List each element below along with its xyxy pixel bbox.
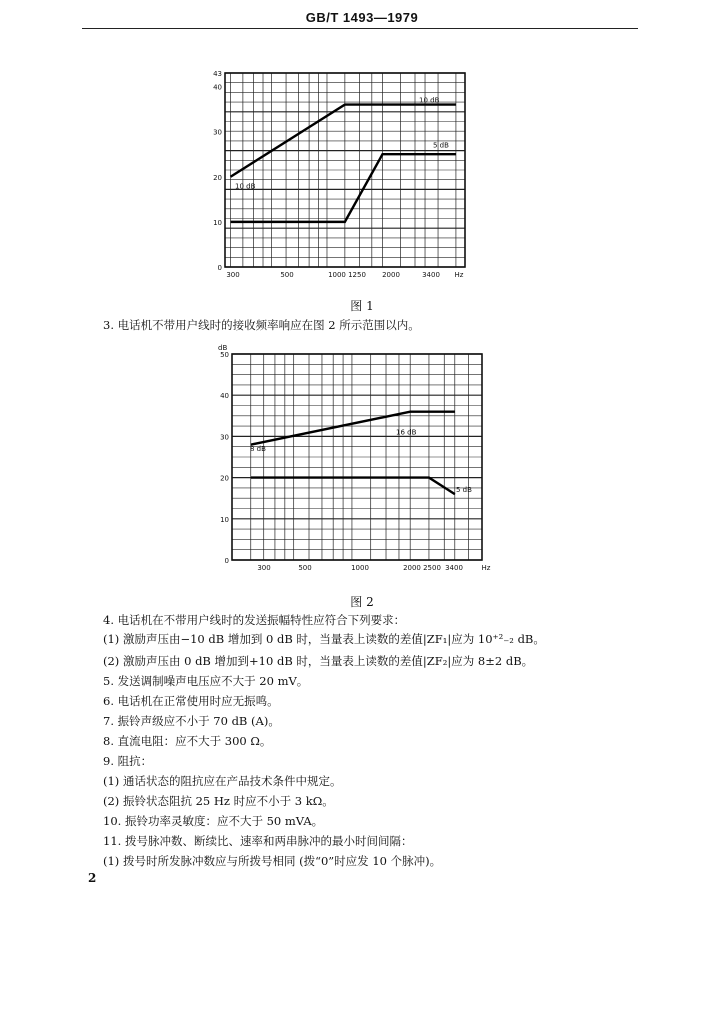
y-axis-label: dB <box>218 344 228 352</box>
y-tick-label: 20 <box>213 173 222 182</box>
y-tick-label: 20 <box>220 474 229 483</box>
x-tick-label: 500 <box>280 271 294 279</box>
body-line-4-1-text: (1) 激励声压由−10 dB 增加到 0 dB 时，当量表上读数的差值|ZF₁|应为 10⁺²₋₂ dB。 <box>103 632 545 646</box>
body-line-7: 7. 振铃声级应不小于 70 dB (A)。 <box>103 714 280 728</box>
y-tick-label: 10 <box>220 515 229 524</box>
body-line-11: 11. 拨号脉冲数、断续比、速率和两串脉冲的最小时间间隔： <box>103 834 413 848</box>
x-tick-label: 3400 <box>422 271 440 279</box>
x-tick-label: 1000 1250 <box>328 271 366 279</box>
x-tick-label: 3400 <box>445 564 463 572</box>
chart-annotation: 10 dB <box>419 96 440 105</box>
body-line-11-1: (1) 拨号时所发脉冲数应与所拨号相同 (拨“0”时应发 10 个脉冲)。 <box>103 854 442 868</box>
page-number: 2 <box>88 871 97 885</box>
series-lower-line <box>231 154 456 222</box>
chart-annotation: 8 dB <box>250 444 266 453</box>
body-line-9-2: (2) 振铃状态阻抗 25 Hz 时应不小于 3 kΩ。 <box>103 794 334 808</box>
series-lower-line <box>251 478 455 494</box>
chart-annotation: 5 dB <box>456 486 472 495</box>
body-line-5: 5. 发送调制噪声电压应不大于 20 mV。 <box>103 674 309 688</box>
y-tick-label: 30 <box>220 433 229 442</box>
body-line-4-2: (2) 激励声压由 0 dB 增加到+10 dB 时，当量表上读数的差值|ZF₂|应为 8±2 dB。 <box>103 654 534 668</box>
body-line-8: 8. 直流电阻：应不大于 300 Ω。 <box>103 734 272 748</box>
y-tick-label: 0 <box>224 557 229 565</box>
x-tick-label: 2000 2500 <box>403 564 441 572</box>
x-tick-label: 2000 <box>382 271 400 279</box>
y-tick-label: 43 <box>213 70 222 78</box>
y-tick-label: 0 <box>217 264 222 272</box>
x-tick-label: Hz <box>454 271 464 279</box>
chart-annotation: 10 dB <box>235 182 256 191</box>
y-tick-label: 40 <box>220 392 229 401</box>
body-line-3: 3. 电话机不带用户线时的接收频率响应在图 2 所示范围以内。 <box>103 318 420 332</box>
body-line-4-1 <box>103 631 545 647</box>
body-line-4: 4. 电话机在不带用户线时的发送振幅特性应符合下列要求： <box>103 613 406 627</box>
y-tick-label: 30 <box>213 128 222 137</box>
figure-2-caption: 图 2 <box>350 595 374 609</box>
chart-annotation: 5 dB <box>433 141 449 150</box>
page-header: GB/T 1493—1979 <box>305 10 419 25</box>
y-tick-label: 40 <box>213 83 222 92</box>
y-tick-label: 10 <box>213 218 222 227</box>
chart-annotation: 16 dB <box>396 428 417 437</box>
y-tick-label: 50 <box>220 351 229 359</box>
figure-1-chart <box>205 65 485 287</box>
body-line-10: 10. 振铃功率灵敏度：应不大于 50 mVA。 <box>103 814 324 828</box>
figure-1-caption: 图 1 <box>350 299 374 313</box>
x-tick-label: 300 <box>257 564 271 572</box>
x-tick-label: 1000 <box>351 564 369 572</box>
body-line-6: 6. 电话机在正常使用时应无振鸣。 <box>103 694 279 708</box>
x-tick-label: 500 <box>298 564 312 572</box>
body-line-9: 9. 阻抗： <box>103 754 153 768</box>
series-upper-line <box>251 412 455 445</box>
body-line-9-1: (1) 通话状态的阻抗应在产品技术条件中规定。 <box>103 774 342 788</box>
figure-2-chart <box>210 340 500 578</box>
x-tick-label: Hz <box>481 564 491 572</box>
header-rule <box>82 28 638 29</box>
x-tick-label: 300 <box>226 271 240 279</box>
